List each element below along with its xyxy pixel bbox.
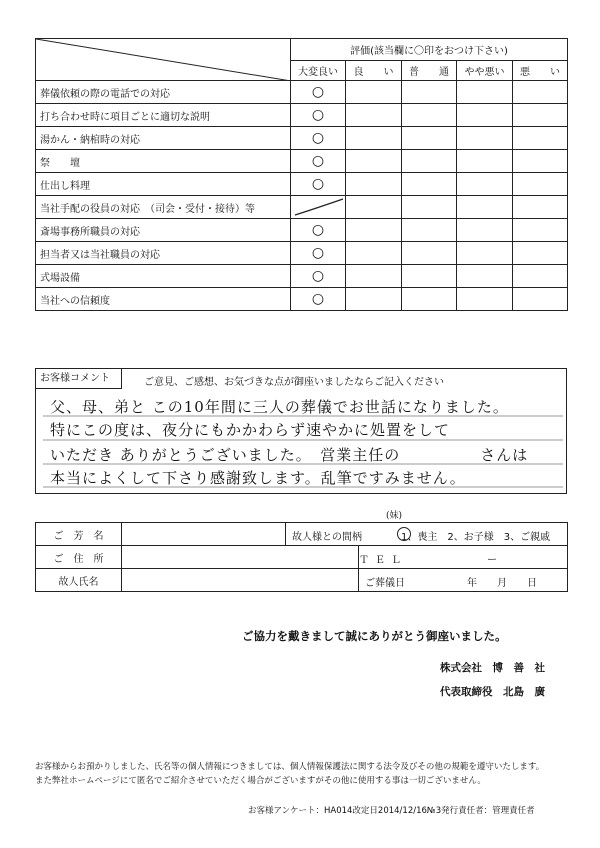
rating-cell[interactable] xyxy=(346,81,402,104)
eval-row xyxy=(36,173,568,196)
address-field[interactable] xyxy=(122,546,359,569)
eval-row-label: 式場設備 xyxy=(36,265,291,288)
rating-cell[interactable] xyxy=(402,265,457,288)
name-field[interactable] xyxy=(122,523,286,546)
rating-cell[interactable] xyxy=(513,288,568,311)
comment-line: 本当によくして下さり感謝致します。乱筆ですみません。 xyxy=(50,469,466,487)
rating-cell[interactable] xyxy=(457,127,513,150)
deceased-field[interactable] xyxy=(122,569,359,592)
rating-cell[interactable] xyxy=(346,104,402,127)
rating-cell[interactable] xyxy=(457,81,513,104)
eval-row xyxy=(36,104,568,127)
eval-row xyxy=(36,288,568,311)
circled-option-icon xyxy=(396,526,412,542)
eval-row xyxy=(36,242,568,265)
rating-mark[interactable]: ○ xyxy=(291,173,346,196)
funeral-date-cell[interactable] xyxy=(359,569,568,592)
name-label: ご 芳 名 xyxy=(36,523,122,546)
comment-line: いただき ありがとうございました。 営業主任の さんは xyxy=(50,446,529,464)
rating-cell[interactable] xyxy=(457,288,513,311)
handwriting-underlines xyxy=(35,368,567,494)
rating-cell[interactable] xyxy=(346,288,402,311)
rating-cell[interactable] xyxy=(513,173,568,196)
eval-row-label: 湯かん・納棺時の対応 xyxy=(36,127,291,150)
col-average: 普 通 xyxy=(402,61,457,81)
tel-cell[interactable] xyxy=(359,546,568,569)
eval-row xyxy=(36,127,568,150)
col-very-good: 大変良い xyxy=(291,61,346,81)
rating-cell[interactable] xyxy=(402,242,457,265)
comment-prompt: ご意見、ご感想、お気づきな点が御座いましたならご記入ください xyxy=(144,377,444,388)
col-good: 良 い xyxy=(346,61,402,81)
eval-row-label: 斎場事務所職員の対応 xyxy=(36,219,291,242)
col-bad: 悪 い xyxy=(513,61,568,81)
rating-cell[interactable] xyxy=(346,150,402,173)
rating-mark[interactable]: ○ xyxy=(291,127,346,150)
rating-cell[interactable] xyxy=(402,104,457,127)
deceased-label: 故人氏名 xyxy=(36,569,122,592)
rating-cell[interactable] xyxy=(513,127,568,150)
rating-cell[interactable] xyxy=(402,173,457,196)
rating-mark[interactable]: ○ xyxy=(291,104,346,127)
eval-row-label: 担当者又は当社職員の対応 xyxy=(36,242,291,265)
diagonal-line xyxy=(36,39,291,81)
rating-slash-mark[interactable] xyxy=(291,196,346,219)
privacy-notice-line: また弊社ホームページにて匿名でご紹介させていただく場合がございますがその他に使用する事は一切ございません。 xyxy=(35,776,486,786)
rating-cell[interactable] xyxy=(402,288,457,311)
info-table xyxy=(35,522,568,592)
rating-cell[interactable] xyxy=(513,81,568,104)
eval-row xyxy=(36,196,568,219)
company-name: 株式会社 博 善 社 xyxy=(440,662,545,674)
rating-cell[interactable] xyxy=(513,219,568,242)
rating-mark[interactable]: ○ xyxy=(291,81,346,104)
tel-label: ＴＥＬ xyxy=(359,555,407,566)
comment-box[interactable] xyxy=(35,368,567,494)
rating-cell[interactable] xyxy=(457,173,513,196)
rating-cell[interactable] xyxy=(457,219,513,242)
funeral-date-units: 年 月 日 xyxy=(467,578,537,589)
rating-cell[interactable] xyxy=(457,242,513,265)
rating-mark[interactable]: ○ xyxy=(291,150,346,173)
eval-row-label: 当社への信頼度 xyxy=(36,288,291,311)
evaluation-header: 評価(該当欄に〇印をおつけ下さい) xyxy=(291,39,568,61)
rating-cell[interactable] xyxy=(513,150,568,173)
form-footer: お客様アンケート：HA014改定日2014/12/16№3発行責任者：管理責任者 xyxy=(248,806,535,816)
privacy-notice-line: お客様からお預かりしました、氏名等の個人情報につきましては、個人情報保護法に関する法令及びその他の規範を遵守いたします。 xyxy=(35,762,545,772)
header-diagonal-cell xyxy=(36,39,291,81)
relation-options[interactable]: 1、喪主 2、お子様 3、ご親戚 xyxy=(401,532,551,543)
eval-row xyxy=(36,265,568,288)
rating-mark[interactable]: ○ xyxy=(291,288,346,311)
tel-dash: ー xyxy=(487,555,497,566)
comment-label: お客様コメント xyxy=(36,369,122,389)
rating-cell[interactable] xyxy=(402,150,457,173)
rating-cell[interactable] xyxy=(346,219,402,242)
rating-cell[interactable] xyxy=(346,242,402,265)
rating-cell[interactable] xyxy=(513,242,568,265)
rating-cell[interactable] xyxy=(513,104,568,127)
rating-cell[interactable] xyxy=(457,265,513,288)
eval-row-label: 打ち合わせ時に項目ごとに適切な説明 xyxy=(36,104,291,127)
rating-cell[interactable] xyxy=(457,196,513,219)
rating-cell[interactable] xyxy=(513,265,568,288)
rating-mark[interactable]: ○ xyxy=(291,219,346,242)
rating-cell[interactable] xyxy=(402,196,457,219)
rating-cell[interactable] xyxy=(402,127,457,150)
eval-row-label: 仕出し料理 xyxy=(36,173,291,196)
handwritten-relation-note: (妹) xyxy=(386,511,403,521)
rating-cell[interactable] xyxy=(346,196,402,219)
eval-row-label: 祭 壇 xyxy=(36,150,291,173)
rating-mark[interactable]: ○ xyxy=(291,265,346,288)
rating-cell[interactable] xyxy=(346,173,402,196)
relation-cell[interactable] xyxy=(286,523,568,546)
rating-cell[interactable] xyxy=(457,150,513,173)
rating-cell[interactable] xyxy=(513,196,568,219)
company-representative: 代表取締役 北島 廣 xyxy=(440,686,545,698)
relation-label: 故人様との間柄 xyxy=(292,532,362,543)
eval-row-label: 葬儀依頼の際の電話での対応 xyxy=(36,81,291,104)
eval-row xyxy=(36,81,568,104)
slash-mark-icon xyxy=(291,196,346,219)
col-somewhat-bad: やや悪い xyxy=(457,61,513,81)
address-label: ご 住 所 xyxy=(36,546,122,569)
thanks-message: ご協力を戴きまして誠にありがとう御座いました。 xyxy=(242,629,507,643)
comment-line: 特にこの度は、夜分にもかかわらず速やかに処置をして xyxy=(50,421,451,439)
eval-row-label: 当社手配の役員の対応 （司会・受付・接待）等 xyxy=(36,196,291,219)
funeral-date-label: ご葬儀日 xyxy=(365,578,405,589)
rating-cell[interactable] xyxy=(346,127,402,150)
rating-mark[interactable]: ○ xyxy=(291,242,346,265)
rating-cell[interactable] xyxy=(457,104,513,127)
eval-row xyxy=(36,150,568,173)
eval-row xyxy=(36,219,568,242)
rating-cell[interactable] xyxy=(402,219,457,242)
evaluation-table xyxy=(35,38,568,311)
comment-line: 父、母、弟と この10年間に三人の葬儀でお世話になりました。 xyxy=(50,398,509,416)
rating-cell[interactable] xyxy=(402,81,457,104)
rating-cell[interactable] xyxy=(346,265,402,288)
